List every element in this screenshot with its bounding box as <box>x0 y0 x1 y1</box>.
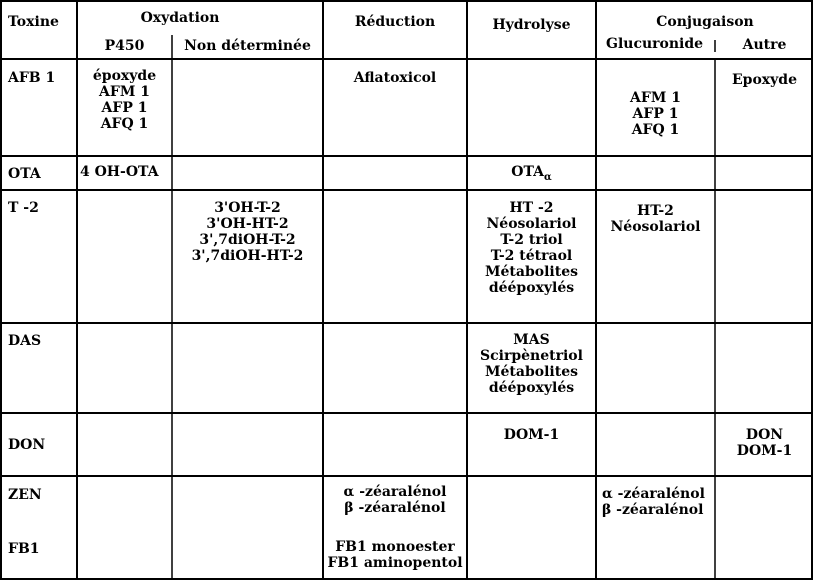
cell-text: α -zéaralénol <box>602 486 705 502</box>
cell-text: DON <box>745 427 784 443</box>
cell-text: T-2 triol <box>500 232 563 248</box>
row-label-don: DON <box>8 437 46 453</box>
header-hydrolyse: Hydrolyse <box>492 17 571 33</box>
cell-text: AFM 1 <box>99 84 150 100</box>
header-oxydation: Oxydation <box>140 10 220 26</box>
cell-text: HT-2 <box>637 203 674 219</box>
header-toxine: Toxine <box>8 14 59 30</box>
row-label-ota: OTA <box>8 166 41 182</box>
row-label-zen: ZEN <box>8 487 42 503</box>
alpha-subscript: α <box>544 171 552 183</box>
don-autre <box>715 427 814 459</box>
cell-text: époxyde <box>92 68 157 84</box>
header-conjugaison: Conjugaison <box>656 14 754 30</box>
afb1-p450 <box>77 68 172 132</box>
cell-text: 3'OH-T-2 <box>214 200 281 216</box>
cell-text: Néosolariol <box>486 216 577 232</box>
header-reduction: Réduction <box>354 14 436 30</box>
cell-text: FB1 aminopentol <box>327 555 463 571</box>
cell-text: 3',7diOH-HT-2 <box>191 248 304 264</box>
cell-text: HT -2 <box>509 200 554 216</box>
cell-text: DOM-1 <box>736 443 793 459</box>
cell-text: α -zéaralénol <box>343 484 447 500</box>
afb1-glucuronide <box>596 90 715 138</box>
cell-text: 3'OH-HT-2 <box>206 216 289 232</box>
t2-glucuronide <box>596 203 715 235</box>
cell-text: Métabolites <box>485 364 578 380</box>
cell-text: AFP 1 <box>101 100 148 116</box>
cell-text: DOM-1 <box>503 427 560 443</box>
cell-text: AFM 1 <box>630 90 681 106</box>
t2-hydrolyse <box>467 200 596 296</box>
zen-glucuronide <box>602 486 705 518</box>
t2-non-determinee <box>172 200 323 264</box>
cell-text: AFQ 1 <box>631 122 680 138</box>
afb1-autre <box>715 72 814 88</box>
fb1-reduction <box>323 539 467 571</box>
das-hydrolyse <box>467 332 596 396</box>
cell-text: Aflatoxicol <box>353 70 437 86</box>
zen-reduction <box>323 484 467 516</box>
cell-text: β -zéaralénol <box>602 502 704 518</box>
row-label-afb1: AFB 1 <box>8 70 56 86</box>
cell-text: Epoxyde <box>732 72 797 88</box>
cell-text: 3',7diOH-T-2 <box>199 232 296 248</box>
cell-text: déépoxylés <box>488 280 575 296</box>
row-label-fb1: FB1 <box>8 541 40 557</box>
cell-text: AFP 1 <box>632 106 679 122</box>
cell-text: déépoxylés <box>488 380 575 396</box>
cell-text: Métabolites <box>485 264 578 280</box>
afb1-reduction <box>323 70 467 86</box>
header-p450: P450 <box>104 38 145 54</box>
ota-p450: 4 OH-OTA <box>80 164 159 180</box>
cell-text: FB1 monoester <box>335 539 455 555</box>
ota-hydrolyse <box>467 164 596 186</box>
header-non-determinee: Non déterminée <box>184 38 311 54</box>
cell-text: β -zéaralénol <box>344 500 446 516</box>
don-hydrolyse <box>467 427 596 443</box>
cell-text: Néosolariol <box>610 219 701 235</box>
cell-text: AFQ 1 <box>100 116 149 132</box>
cell-text: MAS <box>513 332 550 348</box>
header-autre: Autre <box>742 37 787 53</box>
cell-text: T-2 tétraol <box>490 248 573 264</box>
row-label-das: DAS <box>8 333 42 349</box>
header-glucuronide: Glucuronide <box>606 36 704 52</box>
cell-text: Scirpènetriol <box>480 348 583 364</box>
row-label-t2: T -2 <box>8 200 39 216</box>
cell-text: OTA <box>511 164 544 180</box>
